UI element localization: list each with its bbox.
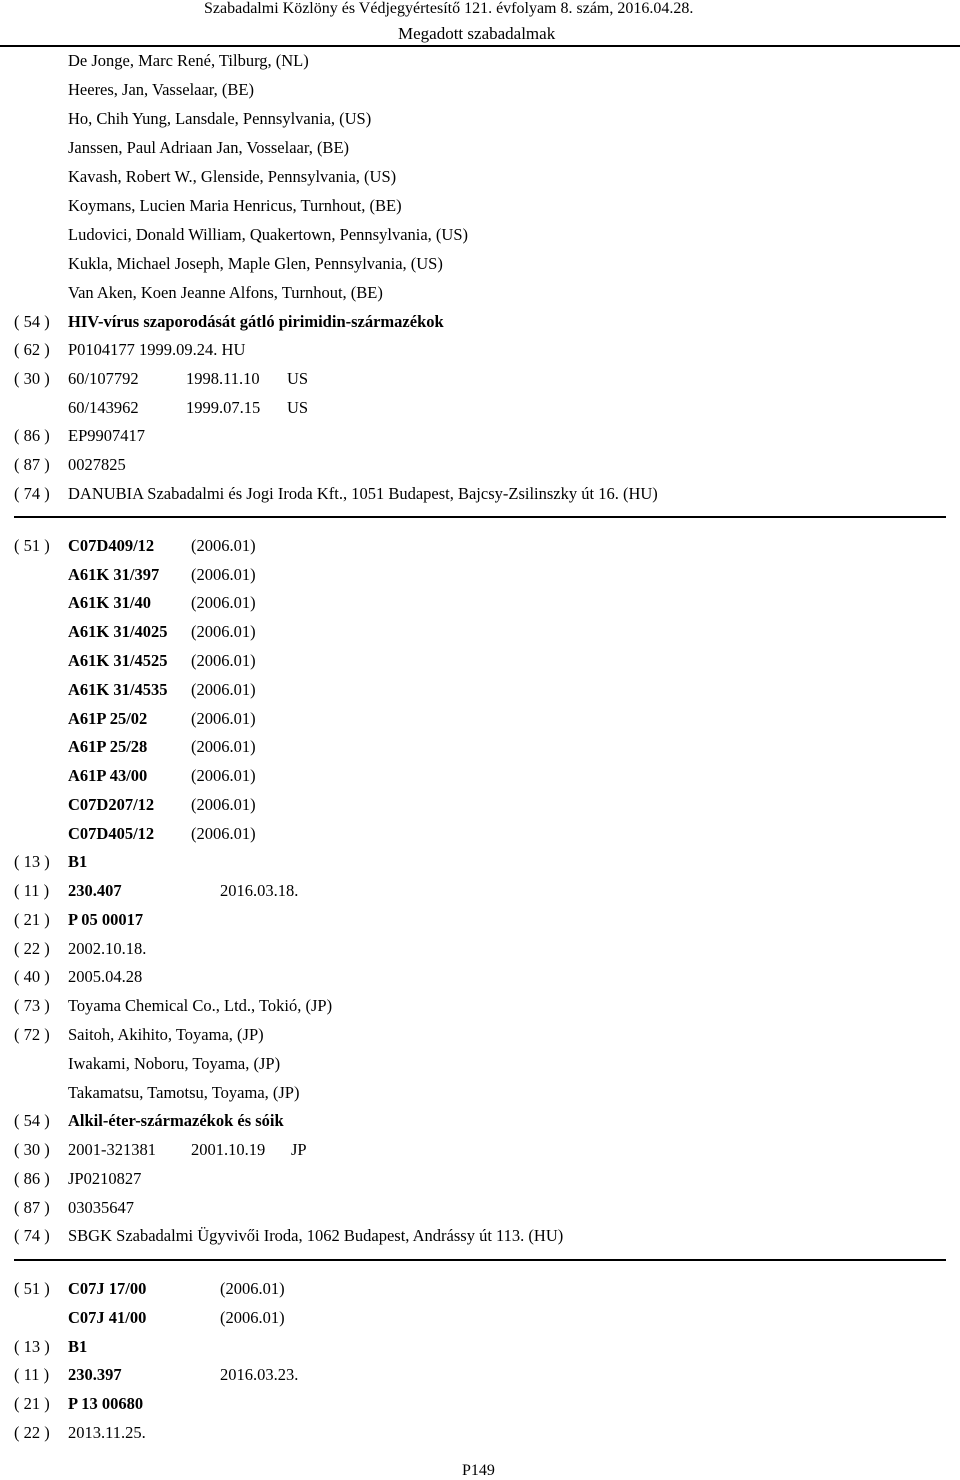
- patent-title: HIV-vírus szaporodását gátló pirimidin-származékok: [68, 312, 444, 331]
- entry-separator: [14, 516, 946, 518]
- patent-title: Alkil-éter-származékok és sóik: [68, 1111, 284, 1130]
- journal-title: Szabadalmi Közlöny és Védjegyértesítő 121. évfolyam 8. szám, 2016.04.28.: [204, 0, 694, 17]
- page-number: P149: [462, 1462, 495, 1479]
- entry-separator: [14, 1259, 946, 1261]
- page-header: [0, 0, 960, 46]
- section-title: Megadott szabadalmak: [398, 24, 556, 43]
